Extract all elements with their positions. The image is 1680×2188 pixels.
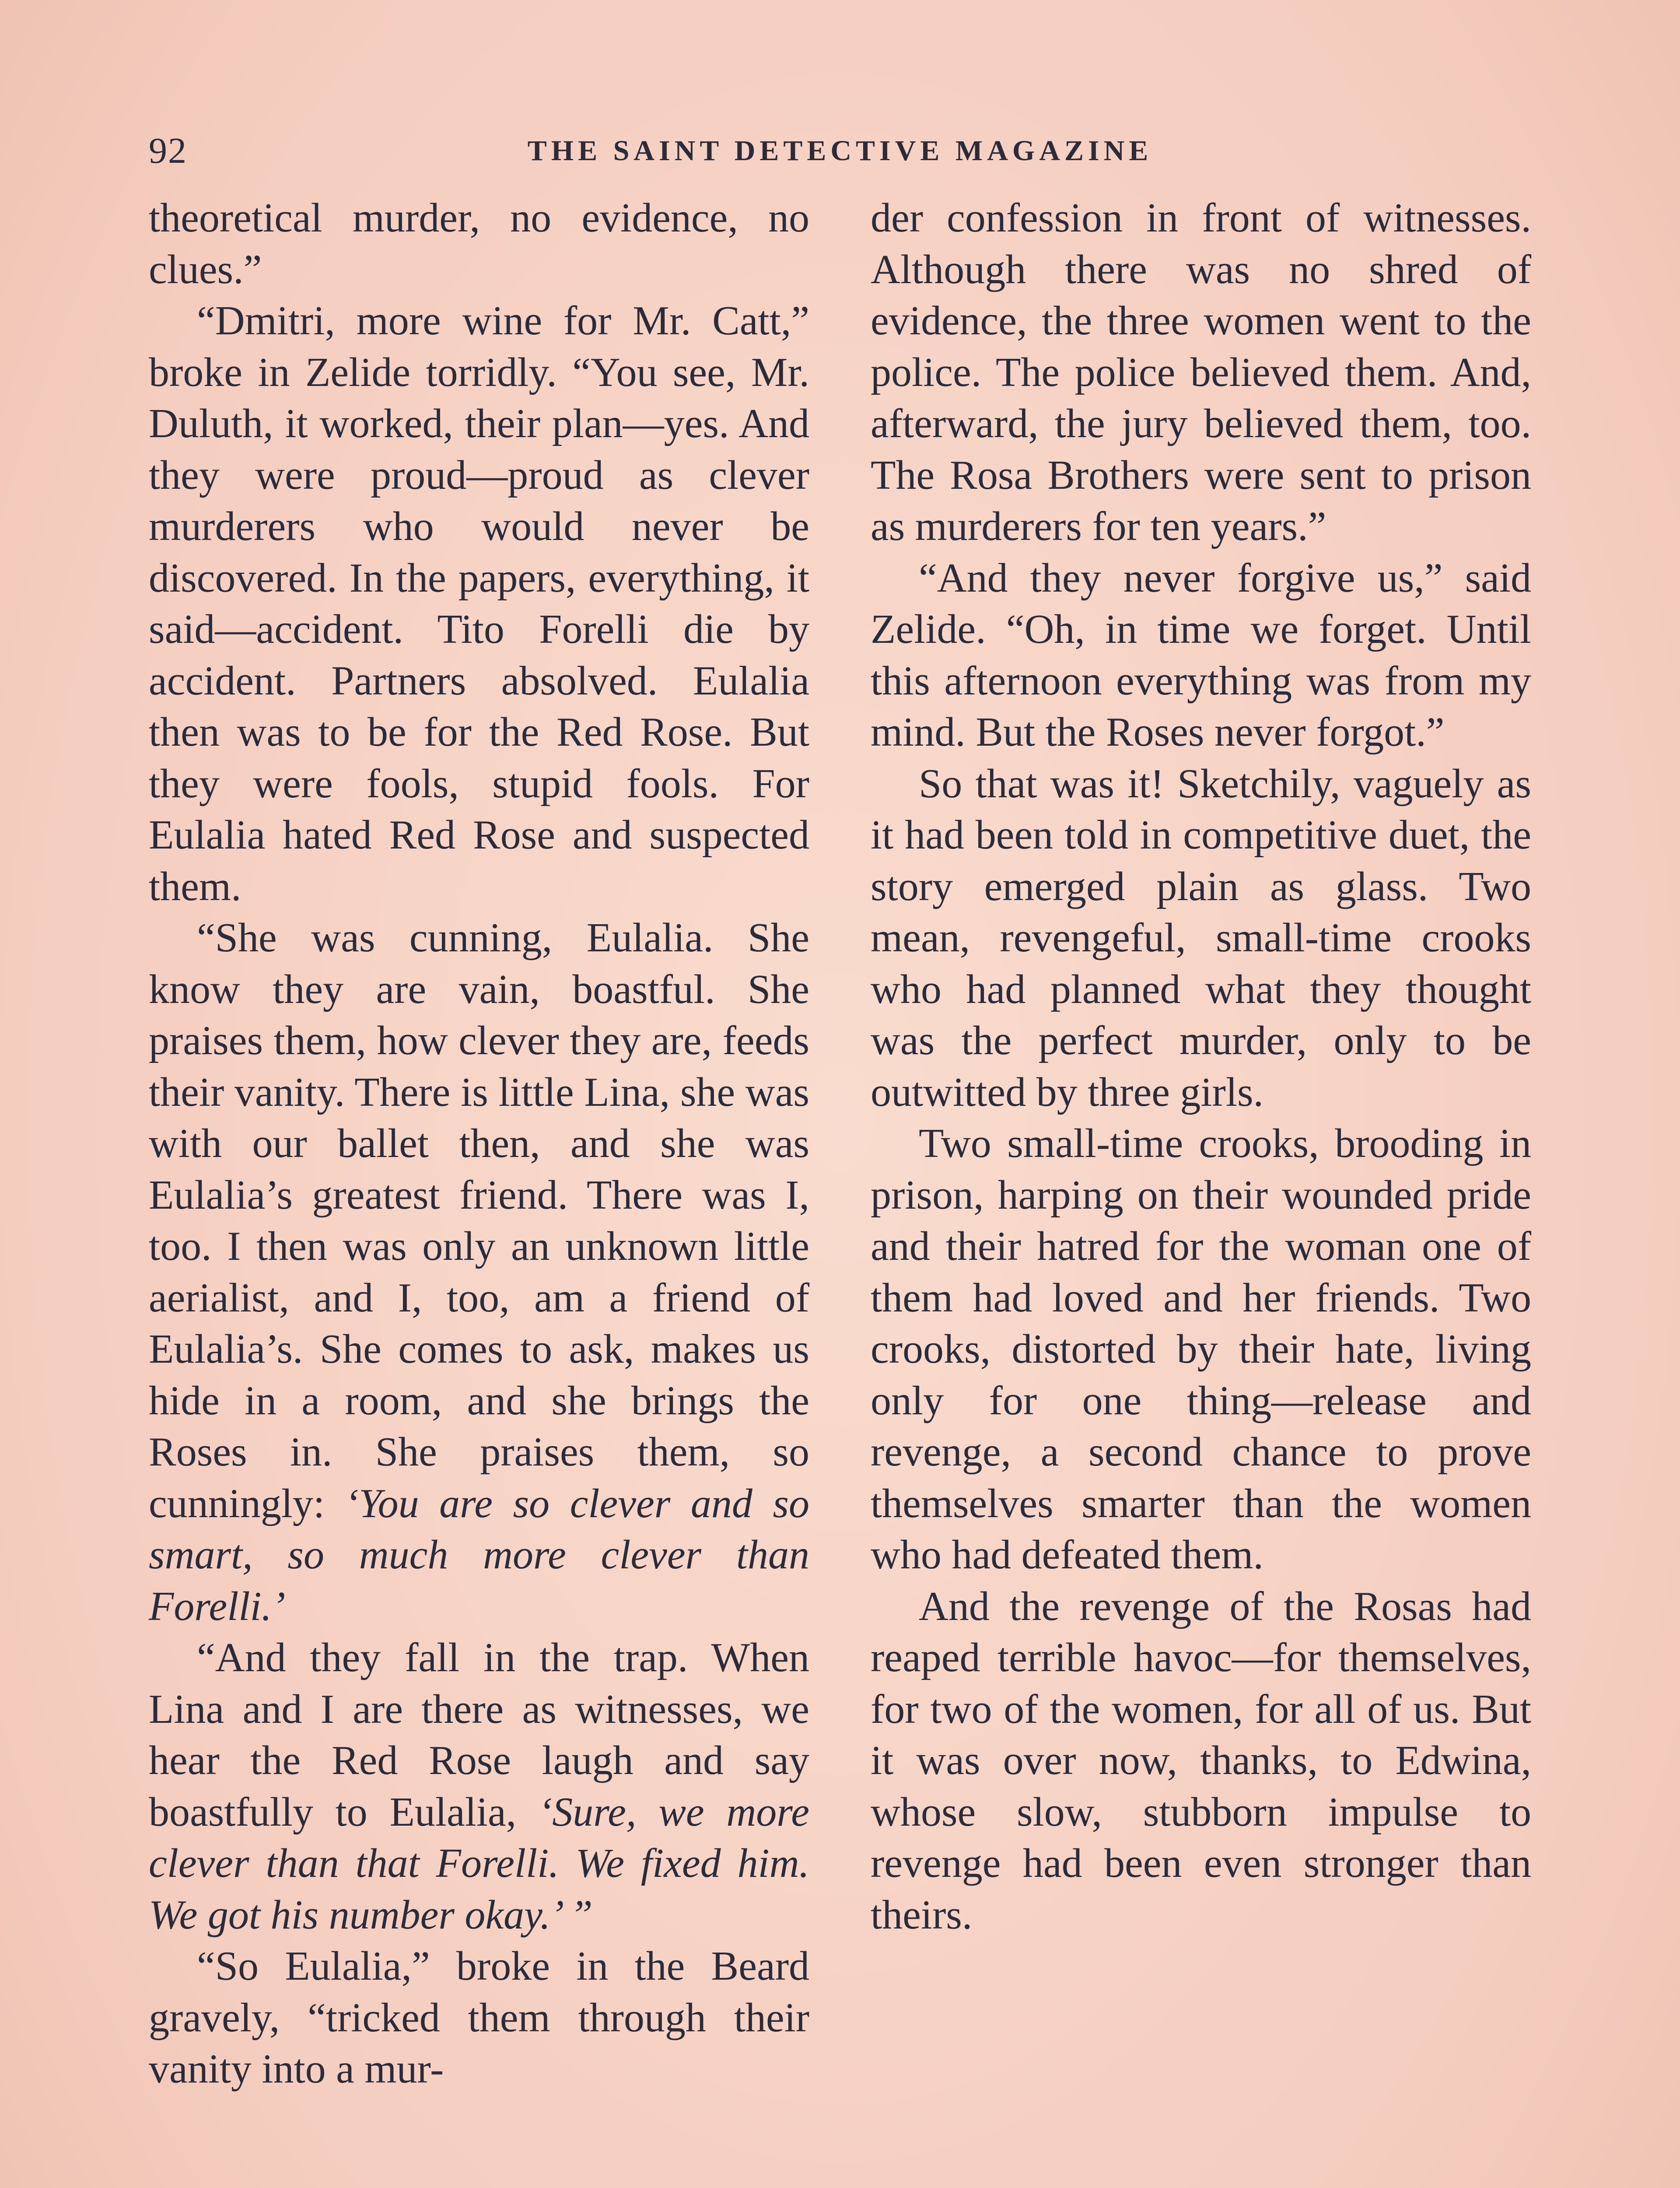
paragraph: Two small-time crooks, brooding in prison, harping on their wounded pride and their hatred for the woman one of them had loved and her friends. Two crooks, distorted by their hate, living only for one thing—release and revenge, a second chance to prove themselves smarter than the women who had defeated them. bbox=[871, 1121, 1531, 1578]
page-header bbox=[149, 131, 1531, 171]
paragraph: So that was it! Sketchily, vaguely as it had been told in competitive duet, the story emerged plain as glass. Two mean, revengeful, small-time crooks who had planned what they thought was the perfect murder, only to be outwitted by three girls. bbox=[871, 761, 1531, 1115]
left-column bbox=[149, 193, 809, 2095]
paragraph: “And they fall in the trap. When Lina and I are there as witnesses, we hear the Red Rose laugh and say boastfully to Eulalia, ‘Sure, we more clever than that Forelli. We fixed him. We got his number okay.’ ” bbox=[149, 1635, 810, 1938]
paragraph: der confession in front of witnesses. Although there was no shred of evidence, the three women went to the police. The police believed them. And, afterward, the jury believed them, too. The Rosa Brothers were sent to prison as murderers for ten years.” bbox=[871, 195, 1531, 549]
paragraph: “She was cunning, Eulalia. She know they are vain, boastful. She praises them, how clever they are, feeds their vanity. There is little Lina, she was with our ballet then, and she was Eulalia’s greatest friend. There was I, too. I then was only an unknown little aerialist, and I, too, am a friend of Eulalia’s. She comes to ask, makes us hide in a room, and she brings the Roses in. She praises them, so cunningly: ‘You are so clever and so smart, so much more clever than Forelli.’ bbox=[149, 915, 810, 1629]
paragraph: “Dmitri, more wine for Mr. Catt,” broke in Zelide torridly. “You see, Mr. Duluth, it worked, their plan—yes. And they were proud—proud as clever murderers who would never be discovered. In the papers, everything, it said—accident. Tito Forelli die by accident. Partners absolved. Eulalia then was to be for the Red Rose. But they were fools, stupid fools. For Eulalia hated Red Rose and suspected them. bbox=[149, 298, 809, 909]
italic-quote: ‘You are so clever and so smart, so much more clever than Forelli.’ bbox=[149, 1480, 810, 1629]
paragraph: “So Eulalia,” broke in the Beard gravely, “tricked them through their vanity into a mur- bbox=[149, 1943, 809, 2092]
right-column bbox=[871, 193, 1531, 1941]
italic-quote: ‘Sure, we more clever than that Forelli. We fixed him. We got his number okay.’ ” bbox=[149, 1789, 810, 1938]
magazine-title: THE SAINT DETECTIVE MAGAZINE bbox=[527, 135, 1153, 167]
page-number: 92 bbox=[149, 130, 187, 171]
paragraph: “And they never forgive us,” said Zelide. “Oh, in time we forget. Until this afternoon everything was from my mind. But the Roses never forgot.” bbox=[871, 555, 1531, 755]
paragraph: theoretical murder, no evidence, no clues.” bbox=[149, 195, 809, 292]
paragraph: And the revenge of the Rosas had reaped terrible havoc—for themselves, for two of the women, for all of us. But it was over now, thanks, to Edwina, whose slow, stubborn impulse to revenge had been even stronger than theirs. bbox=[871, 1583, 1531, 1938]
